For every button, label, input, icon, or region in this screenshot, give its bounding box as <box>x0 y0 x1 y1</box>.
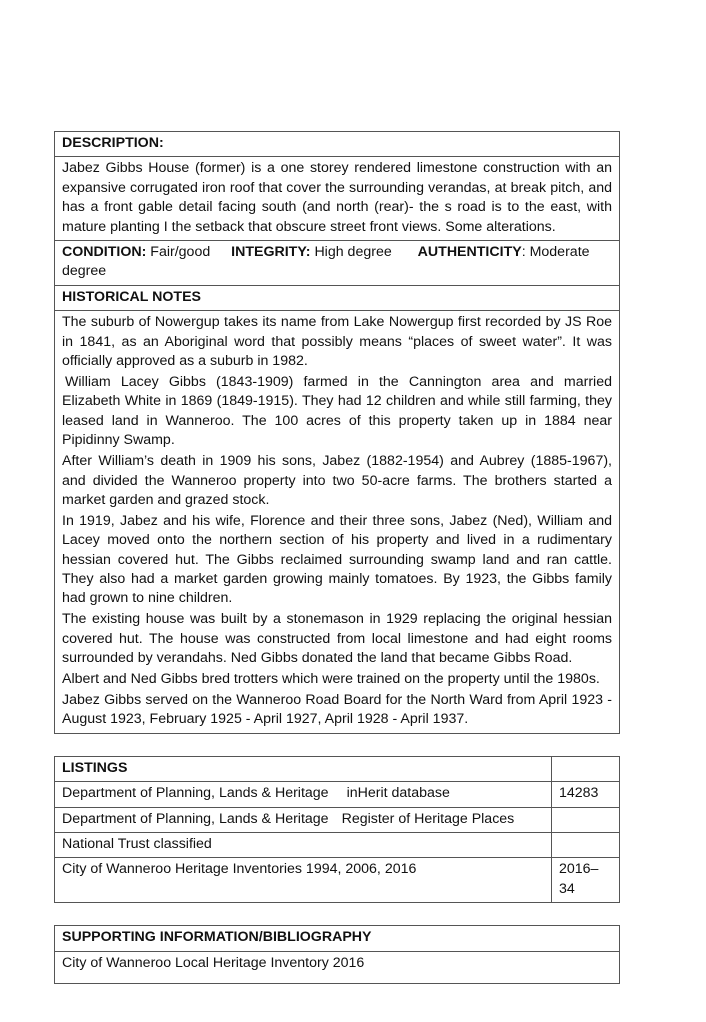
listing-source-cell <box>55 782 552 807</box>
historical-notes-cell <box>55 311 620 734</box>
condition-label: CONDITION: <box>62 244 147 261</box>
authenticity-label: AUTHENTICITY <box>417 244 522 261</box>
history-paragraph: The existing house was built by a stonemason in 1929 replacing the original hessian covered hut. The house was constructed from local limestone and had eight rooms surrounded by verandahs. Ned Gibbs donated the land that became Gibbs Road. <box>62 611 612 667</box>
listings-table <box>54 756 620 903</box>
table-row <box>55 858 620 903</box>
description-table <box>54 131 620 734</box>
bibliography-item: City of Wanneroo Local Heritage Inventory 2016 <box>55 951 620 983</box>
listing-source-cell <box>55 833 552 858</box>
assessment-row <box>55 241 620 286</box>
description-cell <box>55 157 620 241</box>
listing-source: Department of Planning, Lands & Heritage <box>62 810 329 827</box>
listing-ref: 2016–34 <box>552 858 620 903</box>
table-row <box>55 782 620 807</box>
authenticity-value: : Moderate degree <box>62 244 590 280</box>
history-paragraph: Albert and Ned Gibbs bred trotters which were trained on the property until the 1980s. <box>62 671 600 688</box>
description-text: Jabez Gibbs House (former) is a one storey rendered limestone construction with an expansive corrugated iron roof that cover the surrounding verandas, at break pitch, and has a front gable detail facing south (and north (rear)- the s road is to the east, with mature planting I the setback that obscure street front views. Some alterations. <box>62 160 612 235</box>
table-row <box>55 833 620 858</box>
heritage-record <box>54 131 620 984</box>
condition-value: Fair/good <box>150 244 211 261</box>
listing-source-cell <box>55 858 552 903</box>
listing-source-cell <box>55 807 552 832</box>
integrity-label: INTEGRITY: <box>231 244 311 261</box>
listings-heading-ref <box>552 756 620 781</box>
listing-list: Register of Heritage Places <box>341 810 515 827</box>
historical-notes-heading: HISTORICAL NOTES <box>55 285 620 310</box>
bibliography-heading: SUPPORTING INFORMATION/BIBLIOGRAPHY <box>55 926 620 951</box>
bibliography-table <box>54 925 620 983</box>
listings-heading: LISTINGS <box>55 756 552 781</box>
history-paragraph: In 1919, Jabez and his wife, Florence and their three sons, Jabez (Ned), William and Lacey moved onto the northern section of his property and lived in a rudimentary hessian covered hut. The Gibbs reclaimed surrounding swamp land and ran cattle. They also had a market garden growing mainly tomatoes. By 1923, the Gibbs family had grown to nine children. <box>62 512 612 607</box>
listing-ref <box>552 833 620 858</box>
listing-ref <box>552 807 620 832</box>
listing-source: City of Wanneroo Heritage Inventories 1994, 2006, 2016 <box>62 861 417 878</box>
table-row <box>55 807 620 832</box>
listing-list: inHerit database <box>346 785 450 802</box>
history-paragraph: After William’s death in 1909 his sons, Jabez (1882-1954) and Aubrey (1885-1967), and divided the Wanneroo property into two 50-acre farms. The brothers started a market garden and grazed stock. <box>62 453 612 508</box>
listing-source: National Trust classified <box>62 836 212 852</box>
history-paragraph: Jabez Gibbs served on the Wanneroo Road Board for the North Ward from April 1923 - August 1923, February 1925 - April 1927, April 1928 - April 1937. <box>62 691 612 728</box>
history-paragraph: The suburb of Nowergup takes its name from Lake Nowergup first recorded by JS Roe in 1841, as an Aboriginal word that possibly means “places of sweet water”. It was officially approved as a suburb in 1982. <box>62 314 612 370</box>
integrity-value: High degree <box>314 244 392 261</box>
history-paragraph: William Lacey Gibbs (1843-1909) farmed in the Cannington area and married Elizabeth White in 1869 (1849-1915). They had 12 children and while still farming, they leased land in Wanneroo. The 100 acres of this property taken up in 1884 near Pipidinny Swamp. <box>62 373 612 449</box>
listing-ref: 14283 <box>552 782 620 807</box>
listing-source: Department of Planning, Lands & Heritage <box>62 785 329 802</box>
description-heading: DESCRIPTION: <box>55 132 620 157</box>
